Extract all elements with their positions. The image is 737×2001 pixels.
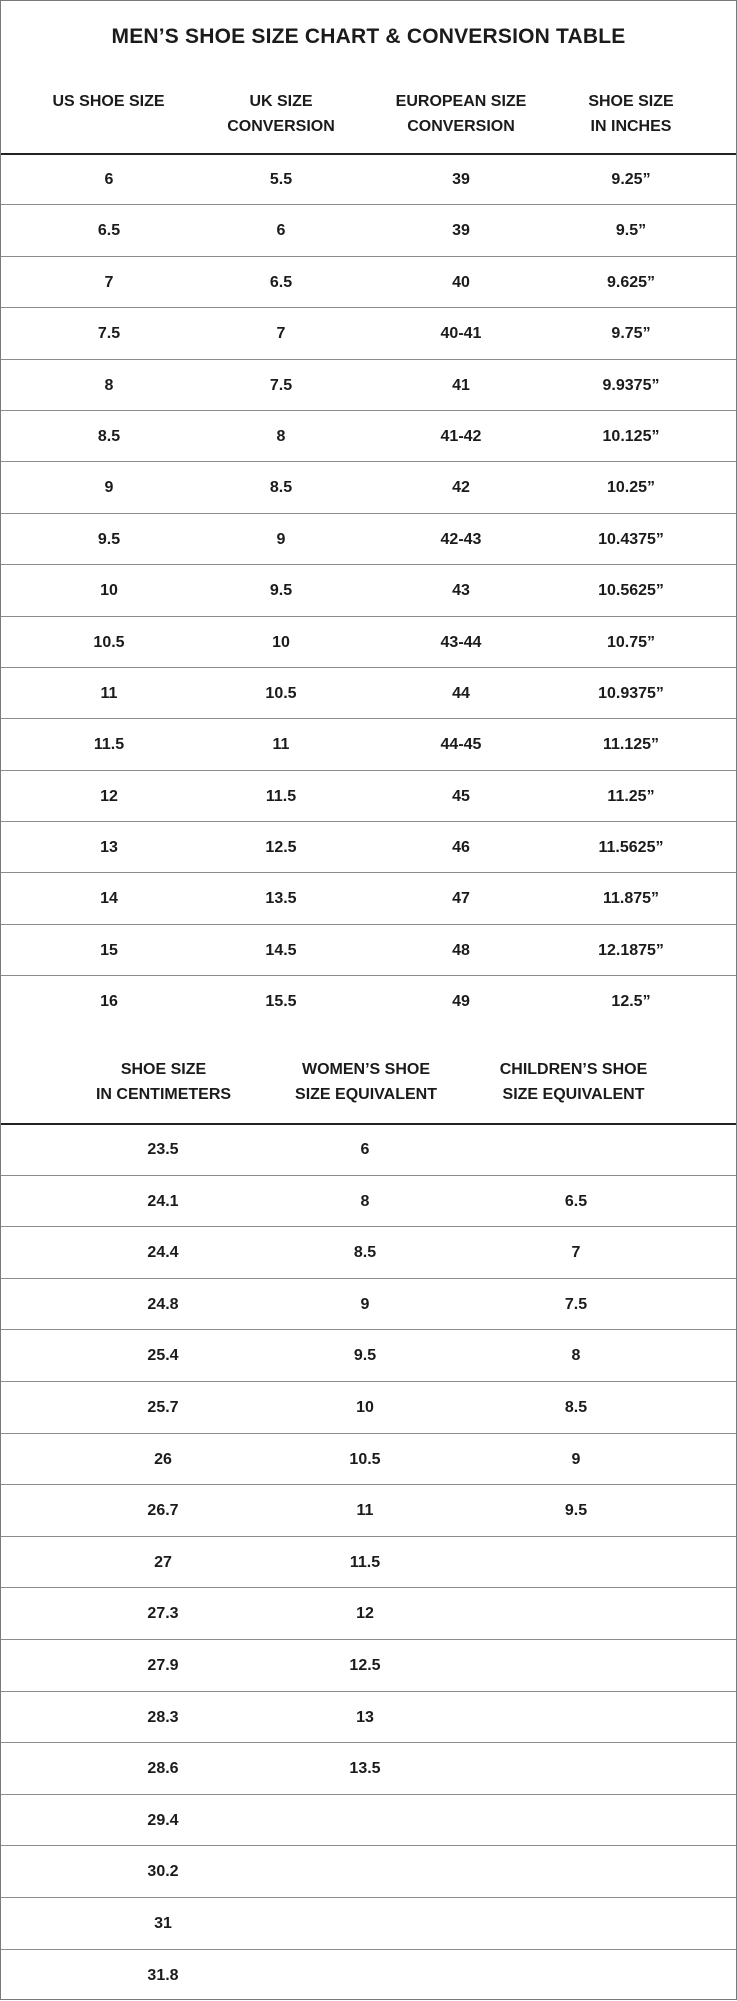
centimeters-cell: 31 — [113, 1898, 213, 1949]
womens-size-cell — [315, 1898, 415, 1949]
womens-size-cell: 10.5 — [315, 1434, 415, 1485]
table-row — [1, 565, 736, 616]
inches-cell: 11.5625” — [581, 822, 681, 872]
table-row — [1, 822, 736, 873]
eu-size-cell: 46 — [411, 822, 511, 872]
eu-size-cell: 49 — [411, 976, 511, 1027]
table-row — [1, 1434, 736, 1486]
table-row — [1, 1330, 736, 1382]
inches-cell: 9.625” — [581, 257, 681, 307]
eu-size-cell: 41-42 — [411, 411, 511, 461]
us-size-cell: 14 — [59, 873, 159, 923]
table-row — [1, 1640, 736, 1692]
us-size-cell: 9 — [59, 462, 159, 512]
us-size-cell: 6.5 — [59, 205, 159, 255]
inches-cell: 10.75” — [581, 617, 681, 667]
womens-size-cell: 8.5 — [315, 1227, 415, 1278]
womens-size-cell: 10 — [315, 1382, 415, 1433]
uk-size-cell: 12.5 — [231, 822, 331, 872]
us-size-cell: 6 — [59, 154, 159, 204]
table-row — [1, 1846, 736, 1898]
us-size-cell: 11.5 — [59, 719, 159, 769]
header-inches: SHOE SIZE IN INCHES — [531, 89, 731, 139]
us-size-cell: 7 — [59, 257, 159, 307]
table-row — [1, 1898, 736, 1950]
header-womens-equivalent: WOMEN’S SHOE SIZE EQUIVALENT — [271, 1057, 461, 1107]
inches-cell: 10.9375” — [581, 668, 681, 718]
uk-size-cell: 14.5 — [231, 925, 331, 975]
womens-size-cell: 12.5 — [315, 1640, 415, 1691]
us-size-cell: 8.5 — [59, 411, 159, 461]
centimeters-cell: 25.4 — [113, 1330, 213, 1381]
eu-size-cell: 45 — [411, 771, 511, 821]
table-row — [1, 205, 736, 256]
childrens-size-cell — [526, 1124, 626, 1175]
table-row — [1, 1743, 736, 1795]
table-row — [1, 411, 736, 462]
uk-size-cell: 9 — [231, 514, 331, 564]
header-childrens-equivalent: CHILDREN’S SHOE SIZE EQUIVALENT — [481, 1057, 666, 1107]
table-row — [1, 154, 736, 205]
uk-size-cell: 6 — [231, 205, 331, 255]
eu-size-cell: 42-43 — [411, 514, 511, 564]
centimeters-cell: 28.3 — [113, 1692, 213, 1743]
eu-size-cell: 47 — [411, 873, 511, 923]
womens-size-cell — [315, 1795, 415, 1846]
equivalent-size-table — [1, 1124, 736, 2001]
uk-size-cell: 11 — [231, 719, 331, 769]
uk-size-cell: 9.5 — [231, 565, 331, 615]
inches-cell: 12.1875” — [581, 925, 681, 975]
us-size-cell: 10 — [59, 565, 159, 615]
uk-size-cell: 7.5 — [231, 360, 331, 410]
centimeters-cell: 29.4 — [113, 1795, 213, 1846]
eu-size-cell: 42 — [411, 462, 511, 512]
eu-size-cell: 43-44 — [411, 617, 511, 667]
childrens-size-cell — [526, 1950, 626, 2001]
inches-cell: 10.4375” — [581, 514, 681, 564]
header-eu-size: EUROPEAN SIZE CONVERSION — [361, 89, 561, 139]
centimeters-cell: 24.1 — [113, 1176, 213, 1227]
table-row — [1, 1485, 736, 1537]
childrens-size-cell — [526, 1898, 626, 1949]
childrens-size-cell: 6.5 — [526, 1176, 626, 1227]
inches-cell: 9.9375” — [581, 360, 681, 410]
inches-cell: 11.125” — [581, 719, 681, 769]
eu-size-cell: 39 — [411, 154, 511, 204]
header-uk-size: UK SIZE CONVERSION — [166, 89, 396, 139]
inches-cell: 12.5” — [581, 976, 681, 1027]
centimeters-cell: 27.9 — [113, 1640, 213, 1691]
table2-header — [1, 1031, 736, 1125]
childrens-size-cell: 9 — [526, 1434, 626, 1485]
centimeters-cell: 27.3 — [113, 1588, 213, 1639]
centimeters-cell: 26 — [113, 1434, 213, 1485]
childrens-size-cell: 8 — [526, 1330, 626, 1381]
childrens-size-cell — [526, 1640, 626, 1691]
table-row — [1, 976, 736, 1027]
table-row — [1, 1588, 736, 1640]
us-size-cell: 11 — [59, 668, 159, 718]
womens-size-cell: 13.5 — [315, 1743, 415, 1794]
centimeters-cell: 31.8 — [113, 1950, 213, 2001]
eu-size-cell: 40 — [411, 257, 511, 307]
childrens-size-cell — [526, 1588, 626, 1639]
table-row — [1, 257, 736, 308]
inches-cell: 9.25” — [581, 154, 681, 204]
childrens-size-cell — [526, 1537, 626, 1588]
womens-size-cell: 13 — [315, 1692, 415, 1743]
centimeters-cell: 23.5 — [113, 1124, 213, 1175]
table-row — [1, 1795, 736, 1847]
uk-size-cell: 11.5 — [231, 771, 331, 821]
table-row — [1, 1279, 736, 1331]
centimeters-cell: 30.2 — [113, 1846, 213, 1897]
childrens-size-cell: 8.5 — [526, 1382, 626, 1433]
table-row — [1, 1124, 736, 1176]
inches-cell: 10.25” — [581, 462, 681, 512]
eu-size-cell: 39 — [411, 205, 511, 255]
size-conversion-table — [1, 154, 736, 1028]
table-row — [1, 1227, 736, 1279]
uk-size-cell: 8 — [231, 411, 331, 461]
inches-cell: 9.5” — [581, 205, 681, 255]
uk-size-cell: 6.5 — [231, 257, 331, 307]
table-row — [1, 1382, 736, 1434]
centimeters-cell: 26.7 — [113, 1485, 213, 1536]
centimeters-cell: 27 — [113, 1537, 213, 1588]
table-row — [1, 462, 736, 513]
womens-size-cell: 9.5 — [315, 1330, 415, 1381]
womens-size-cell — [315, 1950, 415, 2001]
womens-size-cell: 8 — [315, 1176, 415, 1227]
table-row — [1, 873, 736, 924]
centimeters-cell: 28.6 — [113, 1743, 213, 1794]
us-size-cell: 13 — [59, 822, 159, 872]
table-row — [1, 719, 736, 770]
eu-size-cell: 43 — [411, 565, 511, 615]
uk-size-cell: 8.5 — [231, 462, 331, 512]
eu-size-cell: 48 — [411, 925, 511, 975]
us-size-cell: 10.5 — [59, 617, 159, 667]
centimeters-cell: 24.4 — [113, 1227, 213, 1278]
uk-size-cell: 7 — [231, 308, 331, 358]
inches-cell: 11.875” — [581, 873, 681, 923]
womens-size-cell: 6 — [315, 1124, 415, 1175]
us-size-cell: 9.5 — [59, 514, 159, 564]
childrens-size-cell: 9.5 — [526, 1485, 626, 1536]
us-size-cell: 8 — [59, 360, 159, 410]
eu-size-cell: 41 — [411, 360, 511, 410]
uk-size-cell: 5.5 — [231, 154, 331, 204]
us-size-cell: 7.5 — [59, 308, 159, 358]
womens-size-cell: 12 — [315, 1588, 415, 1639]
inches-cell: 11.25” — [581, 771, 681, 821]
header-us-size: US SHOE SIZE — [1, 89, 216, 114]
table-row — [1, 308, 736, 359]
us-size-cell: 12 — [59, 771, 159, 821]
womens-size-cell: 11 — [315, 1485, 415, 1536]
uk-size-cell: 10.5 — [231, 668, 331, 718]
inches-cell: 10.125” — [581, 411, 681, 461]
table-row — [1, 360, 736, 411]
table-row — [1, 1537, 736, 1589]
eu-size-cell: 44 — [411, 668, 511, 718]
childrens-size-cell — [526, 1795, 626, 1846]
uk-size-cell: 10 — [231, 617, 331, 667]
womens-size-cell — [315, 1846, 415, 1897]
womens-size-cell: 9 — [315, 1279, 415, 1330]
table-row — [1, 925, 736, 976]
us-size-cell: 15 — [59, 925, 159, 975]
uk-size-cell: 15.5 — [231, 976, 331, 1027]
table1-header — [1, 63, 736, 155]
childrens-size-cell — [526, 1846, 626, 1897]
table-row — [1, 1176, 736, 1228]
inches-cell: 10.5625” — [581, 565, 681, 615]
table-row — [1, 1692, 736, 1744]
childrens-size-cell — [526, 1743, 626, 1794]
uk-size-cell: 13.5 — [231, 873, 331, 923]
table-row — [1, 668, 736, 719]
childrens-size-cell: 7 — [526, 1227, 626, 1278]
table-row — [1, 771, 736, 822]
table-row — [1, 1950, 736, 2001]
centimeters-cell: 25.7 — [113, 1382, 213, 1433]
table-row — [1, 514, 736, 565]
eu-size-cell: 40-41 — [411, 308, 511, 358]
table-row — [1, 617, 736, 668]
centimeters-cell: 24.8 — [113, 1279, 213, 1330]
childrens-size-cell — [526, 1692, 626, 1743]
childrens-size-cell: 7.5 — [526, 1279, 626, 1330]
us-size-cell: 16 — [59, 976, 159, 1027]
page-title: MEN’S SHOE SIZE CHART & CONVERSION TABLE — [1, 25, 736, 49]
eu-size-cell: 44-45 — [411, 719, 511, 769]
womens-size-cell: 11.5 — [315, 1537, 415, 1588]
header-centimeters: SHOE SIZE IN CENTIMETERS — [71, 1057, 256, 1107]
inches-cell: 9.75” — [581, 308, 681, 358]
